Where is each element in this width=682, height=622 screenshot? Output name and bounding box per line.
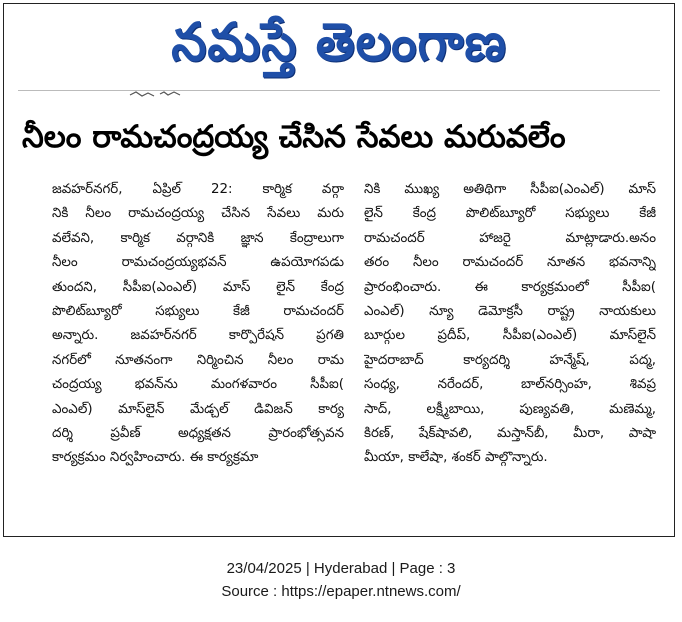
newspaper-clipping bbox=[3, 3, 675, 537]
article-line: ప్రారంభించారు. ఈ కార్యక్రమంలో సీపీఐ( bbox=[364, 279, 656, 295]
article-line: సాద్, లక్ష్మీబాయి, పుణ్యవతి, మణెమ్మ, bbox=[364, 401, 656, 417]
article-line: తుందని, సీపీఐ(ఎంఎల్) మాస్ లైన్ కేంద్ర bbox=[52, 279, 344, 295]
masthead bbox=[4, 6, 674, 86]
article-line: నికి ముఖ్య అతిథిగా సీపీఐ(ఎంఎల్) మాస్ bbox=[364, 182, 656, 197]
article-line: దర్శి ప్రవీణ్ అధ్యక్షతన ప్రారంభోత్సవన bbox=[52, 425, 344, 441]
article-line: జవహర్‌నగర్, ఏప్రిల్ 22: కార్మిక వర్గా bbox=[52, 182, 344, 197]
article-line: కిరణ్, షేక్‌షావలి, మస్తాన్‌బీ, మీరా, పాషా bbox=[364, 425, 656, 441]
article-line: తరం నీలం రామచందర్ నూతన భవనాన్ని bbox=[364, 255, 656, 271]
article-line: హైదరాబాద్ కార్యదర్శి హన్మేష్, పద్మ, bbox=[364, 352, 656, 368]
article-line: ఎంఎల్) న్యూ డెమోక్రసీ రాష్ట్ర నాయకులు bbox=[364, 303, 656, 319]
masthead-divider bbox=[18, 90, 660, 91]
article-line: వలేవని, కార్మిక వర్గానికి జ్ఞాన కేంద్రాలుగా bbox=[52, 230, 344, 246]
article-line: నీలం రామచంద్రయ్యభవన్ ఉపయోగపడు bbox=[52, 255, 344, 271]
article-line: సంధ్య, నరేందర్, బాల్‌నర్సింహ, శివప్ర bbox=[364, 377, 656, 393]
article-line: కార్యక్రమం నిర్వహించారు. ఈ కార్యక్రమా bbox=[52, 450, 259, 466]
article-line: ఎంఎల్) మాస్‌లైన్ మేడ్చల్ డివిజన్ కార్య bbox=[52, 401, 344, 417]
article-line: పొలిట్‌బ్యూరో సభ్యులు కేజీ రామచందర్ bbox=[52, 303, 344, 319]
article-line: రామచందర్ హాజరై మాట్లాడారు.అనం bbox=[364, 230, 656, 246]
article-line: లైన్ కేంద్ర పొలిట్‌బ్యూరో సభ్యులు కేజీ bbox=[364, 206, 656, 222]
decorative-scribble bbox=[128, 90, 188, 98]
article-line: బూర్గుల ప్రదీప్, సీపీఐ(ఎంఎల్) మాస్‌లైన్ bbox=[364, 328, 656, 344]
footer-date-line: 23/04/2025 | Hyderabad | Page : 3 bbox=[226, 560, 456, 577]
article-headline: నీలం రామచంద్రయ్య చేసిన సేవలు మరువలేం bbox=[22, 119, 566, 155]
article-line: అన్నారు. జవహర్‌నగర్ కార్పొరేషన్ ప్రగతి bbox=[52, 328, 344, 344]
footer-source-line: Source : https://epaper.ntnews.com/ bbox=[221, 583, 461, 600]
newspaper-logo: నమస్తే తెలంగాణ bbox=[171, 10, 507, 73]
article-column-right bbox=[364, 178, 656, 471]
article-column-left bbox=[52, 178, 344, 471]
article-line: నికి నీలం రామచంద్రయ్య చేసిన సేవలు మరు bbox=[52, 206, 344, 222]
article-line: చంద్రయ్య భవన్‌ను మంగళవారం సీపీఐ( bbox=[52, 377, 344, 393]
article-line: నగర్‌లో నూతనంగా నిర్మించిన నీలం రామ bbox=[52, 352, 344, 368]
article-line: మీయా, కాలేషా, శంకర్ పాల్గొన్నారు. bbox=[364, 450, 548, 466]
